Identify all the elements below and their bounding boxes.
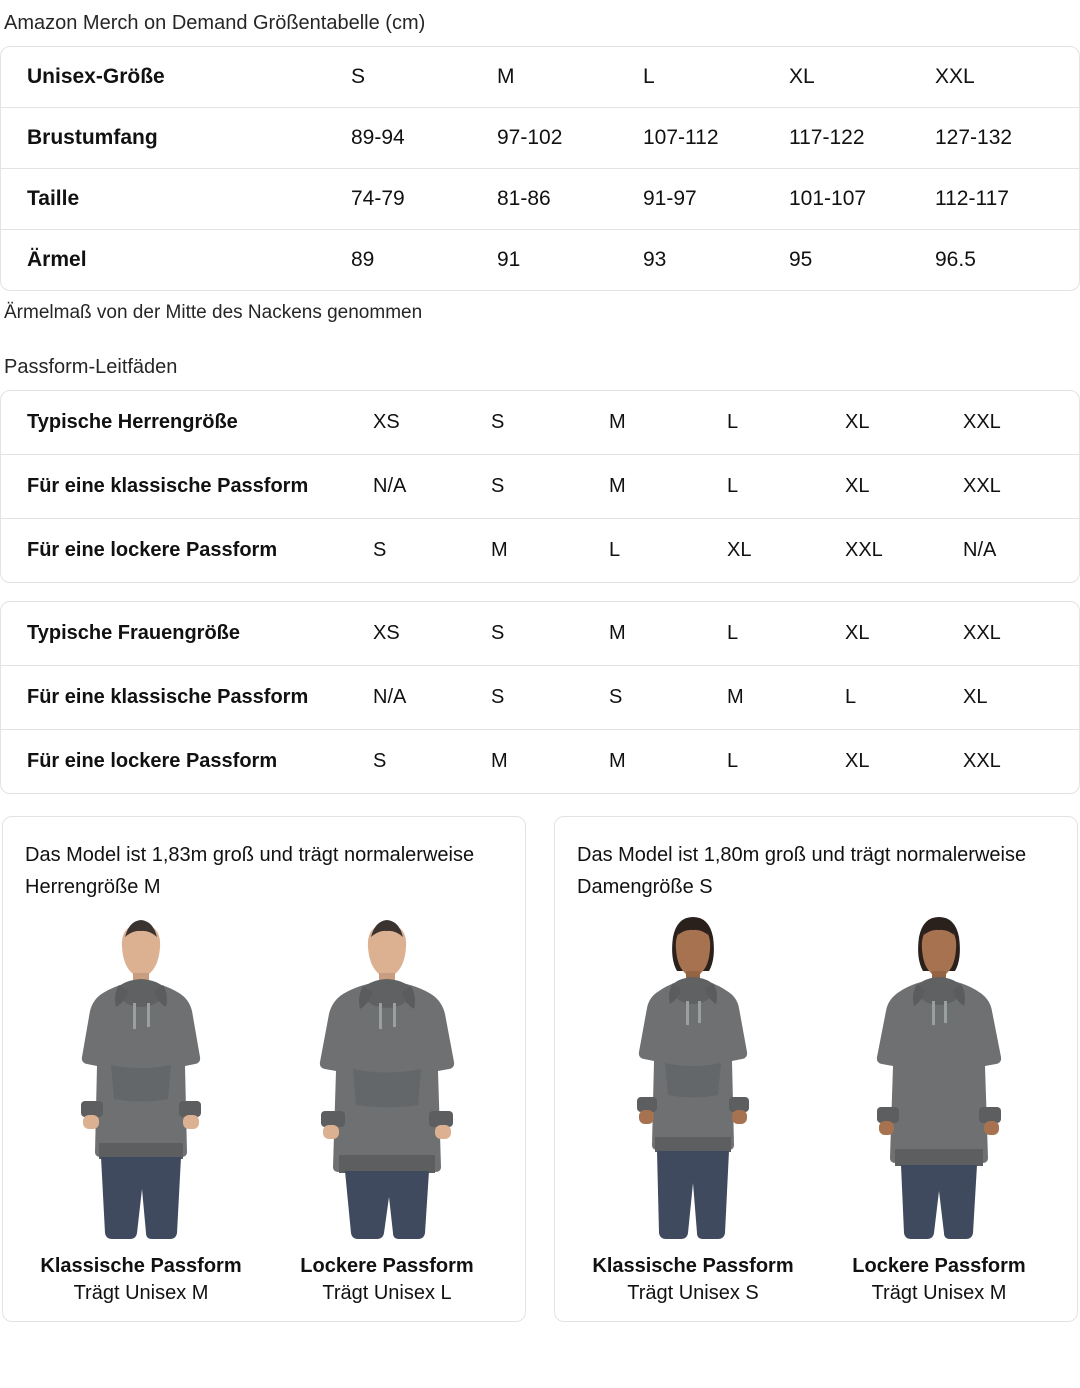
- cell: M: [727, 665, 845, 729]
- table-row: [1, 47, 1080, 108]
- figure-fit-label: Klassische Passform: [40, 1254, 242, 1277]
- cell: L: [643, 65, 655, 88]
- cell: N/A: [373, 454, 491, 518]
- cell: 96.5: [935, 230, 1080, 291]
- mens-fit-guide-card: [0, 390, 1080, 583]
- cell: S: [491, 410, 505, 433]
- cell: XL: [845, 729, 963, 793]
- table-row: [1, 391, 1080, 455]
- table-row: [1, 169, 1080, 230]
- sleeve-measurement-note: Ärmelmaß von der Mitte des Nackens genommen: [4, 302, 423, 323]
- cell: XL: [789, 65, 815, 88]
- figure-classic-fit: [577, 915, 809, 1305]
- cell: 117-122: [789, 108, 935, 169]
- cell: XXL: [963, 454, 1080, 518]
- female-model-card: [554, 816, 1078, 1322]
- cell: 112-117: [935, 169, 1080, 230]
- cell: S: [373, 729, 491, 793]
- model-description: Das Model ist 1,83m groß und trägt normalerweise Herrengröße M: [25, 843, 475, 898]
- cell: 81-86: [497, 169, 643, 230]
- row-label: Für eine klassische Passform: [1, 454, 373, 518]
- size-table: [1, 47, 1080, 290]
- cell: M: [609, 410, 626, 433]
- cell: XL: [963, 665, 1080, 729]
- male-model-relaxed-illustration: [271, 915, 503, 1245]
- male-model-relaxed-photo: [271, 915, 503, 1245]
- male-model-classic-illustration: [25, 915, 257, 1245]
- cell: 127-132: [935, 108, 1080, 169]
- row-label: Für eine lockere Passform: [1, 729, 373, 793]
- mens-fit-table: [1, 391, 1080, 582]
- figure-relaxed-fit: [271, 915, 503, 1305]
- figure-wears-label: Trägt Unisex M: [871, 1281, 1007, 1304]
- cell: XXL: [963, 410, 1001, 433]
- cell: M: [491, 729, 609, 793]
- female-model-classic-photo: [577, 915, 809, 1245]
- figure-wears-label: Trägt Unisex L: [322, 1281, 452, 1304]
- female-model-classic-illustration: [577, 915, 809, 1245]
- cell: 95: [789, 230, 935, 291]
- fit-guides-title: Passform-Leitfäden: [4, 355, 178, 378]
- table-row: [1, 108, 1080, 169]
- figure-relaxed-fit: [823, 915, 1055, 1305]
- cell: 93: [643, 230, 789, 291]
- womens-fit-guide-card: [0, 601, 1080, 794]
- cell: 101-107: [789, 169, 935, 230]
- figure-classic-fit: [25, 915, 257, 1305]
- figure-fit-label: Klassische Passform: [592, 1254, 794, 1277]
- cell: XXL: [845, 518, 963, 582]
- cell: L: [609, 518, 727, 582]
- row-label: Für eine lockere Passform: [1, 518, 373, 582]
- row-label: Für eine klassische Passform: [1, 665, 373, 729]
- row-label: Brustumfang: [1, 108, 351, 169]
- row-label: Ärmel: [1, 230, 351, 291]
- cell: L: [727, 410, 739, 433]
- cell: 97-102: [497, 108, 643, 169]
- table-row: [1, 230, 1080, 291]
- table-row: [1, 602, 1080, 666]
- female-model-relaxed-illustration: [823, 915, 1055, 1245]
- divider-space: [0, 583, 1080, 601]
- row-label: Typische Frauengröße: [27, 621, 241, 644]
- female-model-relaxed-photo: [823, 915, 1055, 1245]
- row-label: Taille: [1, 169, 351, 230]
- model-figures: [25, 915, 503, 1305]
- cell: M: [609, 729, 727, 793]
- cell: M: [497, 65, 515, 88]
- row-label: Typische Herrengröße: [27, 410, 238, 433]
- cell: 107-112: [643, 108, 789, 169]
- table-row: [1, 454, 1080, 518]
- cell: S: [351, 65, 366, 88]
- cell: S: [609, 665, 727, 729]
- male-model-classic-photo: [25, 915, 257, 1245]
- cell: M: [609, 621, 626, 644]
- male-model-card: [2, 816, 526, 1322]
- cell: XL: [845, 621, 870, 644]
- cell: XXL: [963, 729, 1080, 793]
- table-row: [1, 518, 1080, 582]
- model-cards-row: [0, 816, 1080, 1322]
- figure-fit-label: Lockere Passform: [300, 1254, 474, 1277]
- page-title: Amazon Merch on Demand Größentabelle (cm): [4, 12, 426, 34]
- cell: XL: [845, 454, 963, 518]
- cell: S: [373, 518, 491, 582]
- cell: L: [727, 621, 739, 644]
- cell: 91: [497, 230, 643, 291]
- cell: S: [491, 621, 505, 644]
- cell: L: [845, 665, 963, 729]
- cell: 89-94: [351, 108, 497, 169]
- womens-fit-table: [1, 602, 1080, 793]
- size-table-card: [0, 46, 1080, 291]
- cell: N/A: [373, 665, 491, 729]
- cell: S: [491, 454, 609, 518]
- cell: XS: [373, 621, 400, 644]
- figure-wears-label: Trägt Unisex M: [73, 1281, 209, 1304]
- cell: XXL: [935, 65, 975, 88]
- model-description: Das Model ist 1,80m groß und trägt normalerweise Damengröße S: [577, 843, 1027, 898]
- cell: 74-79: [351, 169, 497, 230]
- cell: L: [727, 729, 845, 793]
- cell: XL: [845, 410, 870, 433]
- cell: M: [491, 518, 609, 582]
- cell: L: [727, 454, 845, 518]
- table-row: [1, 665, 1080, 729]
- cell: S: [491, 665, 609, 729]
- model-figures: [577, 915, 1055, 1305]
- table-row: [1, 729, 1080, 793]
- cell: XXL: [963, 621, 1001, 644]
- cell: XL: [727, 518, 845, 582]
- row-label: Unisex-Größe: [27, 65, 165, 88]
- figure-wears-label: Trägt Unisex S: [627, 1281, 759, 1304]
- cell: M: [609, 454, 727, 518]
- cell: 89: [351, 230, 497, 291]
- figure-fit-label: Lockere Passform: [852, 1254, 1026, 1277]
- cell: N/A: [963, 518, 1080, 582]
- cell: 91-97: [643, 169, 789, 230]
- cell: XS: [373, 410, 400, 433]
